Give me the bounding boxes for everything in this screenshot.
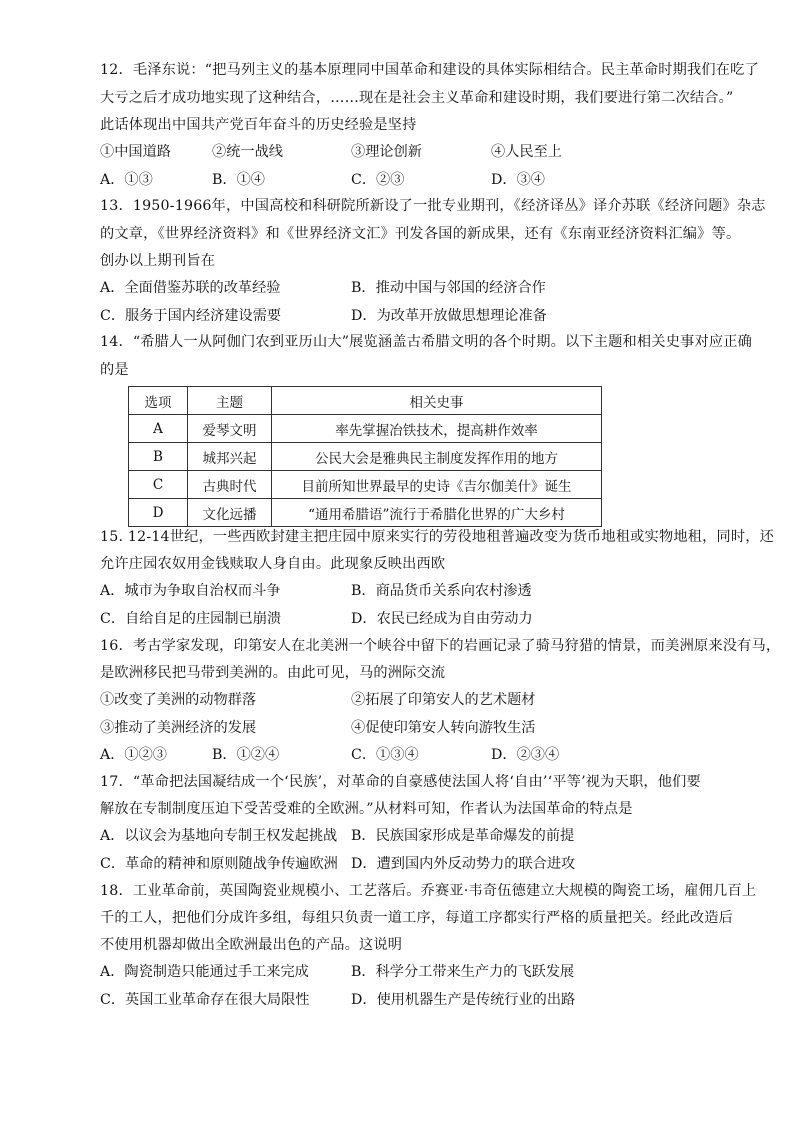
table-row (129, 415, 602, 443)
question-12-choice-a: A．①③ (100, 172, 153, 188)
table-cell: D (129, 499, 188, 527)
question-12-item-3: ③理论创新 (351, 144, 422, 160)
question-12-choice-c: C．②③ (351, 172, 405, 188)
question-13-choice-c: C．服务于国内经济建设需要 (100, 308, 282, 324)
question-15-choice-c: C．自给自足的庄园制已崩溃 (100, 611, 282, 627)
question-16-choice-d: D．②③④ (491, 747, 560, 763)
question-18-line-2: 千的工人，把他们分成许多组，每组只负责一道工序，每道工序都实行严格的质量把关。经此改造后 (100, 910, 734, 926)
table-cell: 爱琴文明 (188, 415, 272, 443)
question-18-choice-a: A．陶瓷制造只能通过手工来完成 (100, 964, 309, 980)
question-18-choice-d: D．使用机器生产是传统行业的出路 (351, 992, 576, 1008)
question-17-choice-d: D．遭到国内外反动势力的联合进攻 (351, 856, 576, 872)
question-15-choice-b: B．商品货币关系向农村渗透 (351, 583, 532, 599)
question-15-choice-a: A．城市为争取自治权而斗争 (100, 583, 281, 599)
question-15-line-1: 15. 12-14世纪，一些西欧封建主把庄园中原来实行的劳役地租普遍改变为货币地租或实物地租，同时，还 (100, 529, 775, 545)
question-17-line-1: 17．“革命把法国凝结成一个‘民族’，对革命的自豪感使法国人将‘自由’‘平等’视为天职，他们要 (100, 774, 701, 790)
question-14-line-2: 的是 (100, 362, 129, 378)
table-header-row (129, 387, 602, 415)
question-13-line-2: 的文章，《世界经济资料》和《世界经济文汇》刊发各国的新成果，还有《东南亚经济资料汇编》等。 (100, 226, 741, 242)
question-12-choice-d: D．③④ (491, 172, 545, 188)
question-17-choice-b: B．民族国家形成是革命爆发的前提 (351, 828, 575, 844)
question-17-choice-a: A．以议会为基地向专制王权发起挑战 (100, 828, 338, 844)
question-13-line-1: 13．1950-1966年，中国高校和科研院所新设了一批专业期刊，《经济译丛》译介苏联《经济问题》杂志 (100, 198, 766, 214)
table-cell: 城邦兴起 (188, 443, 272, 471)
question-12-line-2: 大亏之后才成功地实现了这种结合，……现在是社会主义革命和建设时期，我们要进行第二次结合。” (100, 90, 734, 106)
table-cell: “通用希腊语”流行于希腊化世界的广大乡村 (272, 499, 602, 527)
question-13-line-3: 创办以上期刊旨在 (100, 253, 216, 269)
table-header-option: 选项 (129, 387, 188, 415)
table-header-events: 相关史事 (272, 387, 602, 415)
table-row (129, 499, 602, 527)
question-13-choice-d: D．为改革开放做思想理论准备 (351, 308, 547, 324)
question-18-line-3: 不使用机器却做出全欧洲最出色的产品。这说明 (100, 937, 403, 953)
table-cell: B (129, 443, 188, 471)
question-16-line-2: 是欧洲移民把马带到美洲的。由此可见，马的洲际交流 (100, 665, 446, 681)
question-16-item-4: ④促使印第安人转向游牧生活 (351, 720, 536, 736)
question-16-choice-a: A．①②③ (100, 747, 167, 763)
table-cell: 公民大会是雅典民主制度发挥作用的地方 (272, 443, 602, 471)
question-13-choice-a: A．全面借鉴苏联的改革经验 (100, 280, 281, 296)
question-15-line-2: 允许庄园农奴用金钱赎取人身自由。此现象反映出西欧 (100, 556, 446, 572)
question-17-line-2: 解放在专制制度压迫下受苦受难的全欧洲。”从材料可知，作者认为法国革命的特点是 (100, 801, 633, 817)
question-18-choice-b: B．科学分工带来生产力的飞跃发展 (351, 964, 575, 980)
question-12-line-3: 此话体现出中国共产党百年奋斗的历史经验是坚持 (100, 117, 417, 133)
question-16-item-3: ③推动了美洲经济的发展 (100, 720, 257, 736)
table-row (129, 471, 602, 499)
question-14-line-1: 14．“希腊人一从阿伽门农到亚历山大”展览涵盖古希腊文明的各个时期。以下主题和相关史事对应正确 (100, 334, 753, 350)
question-12-line-1: 12．毛泽东说：“把马列主义的基本原理同中国革命和建设的具体实际相结合。民主革命时期我们在吃了 (100, 62, 759, 78)
question-17-choice-c: C．革命的精神和原则随战争传遍欧洲 (100, 856, 338, 872)
question-18-choice-c: C．英国工业革命存在很大局限性 (100, 992, 310, 1008)
question-13-choice-b: B．推动中国与邻国的经济合作 (351, 280, 546, 296)
question-18-line-1: 18．工业革命前，英国陶瓷业规模小、工艺落后。乔赛亚·韦奇伍德建立大规模的陶瓷工场，雇佣几百上 (100, 883, 757, 899)
question-16-item-2: ②拓展了印第安人的艺术题材 (351, 692, 536, 708)
question-14-table (128, 386, 602, 527)
question-16-choice-b: B．①②④ (212, 747, 280, 763)
question-12-item-4: ④人民至上 (491, 144, 562, 160)
question-16-line-1: 16．考古学家发现，印第安人在北美洲一个峡谷中留下的岩画记录了骑马狩猎的情景，而美洲原来没有马， (100, 638, 781, 654)
table-cell: 目前所知世界最早的史诗《吉尔伽美什》诞生 (272, 471, 602, 499)
question-12-item-2: ②统一战线 (212, 144, 283, 160)
table-cell: 率先掌握冶铁技术，提高耕作效率 (272, 415, 602, 443)
question-12-item-1: ①中国道路 (100, 144, 171, 160)
table-cell: 古典时代 (188, 471, 272, 499)
table-row (129, 443, 602, 471)
question-16-choice-c: C．①③④ (351, 747, 419, 763)
table-cell: A (129, 415, 188, 443)
table-cell: 文化远播 (188, 499, 272, 527)
table-cell: C (129, 471, 188, 499)
table-header-theme: 主题 (188, 387, 272, 415)
question-16-item-1: ①改变了美洲的动物群落 (100, 692, 257, 708)
question-12-choice-b: B．①④ (212, 172, 265, 188)
question-15-choice-d: D．农民已经成为自由劳动力 (351, 611, 533, 627)
